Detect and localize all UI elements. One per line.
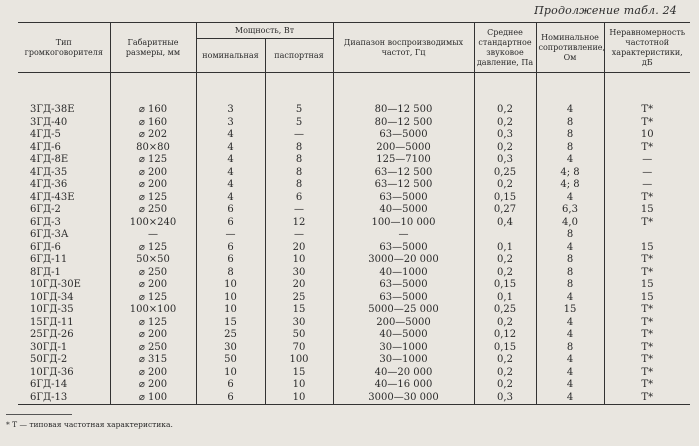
cell-sound-pressure: [474, 229, 536, 241]
cell-type: 4ГД-5: [18, 129, 110, 141]
cell-dims: ⌀ 100: [110, 391, 196, 404]
table-row: [18, 241, 690, 253]
cell-power-nominal: 10: [196, 366, 265, 378]
cell-sound-pressure: 0,12: [474, 329, 536, 341]
cell-sound-pressure: 0,15: [474, 191, 536, 203]
cell-power-passport: 30: [265, 316, 333, 328]
cell-type: 10ГД-34: [18, 291, 110, 303]
table-row: [18, 366, 690, 378]
cell-dims: ⌀ 202: [110, 129, 196, 141]
table-row: [18, 179, 690, 191]
cell-power-nominal: 10: [196, 291, 265, 303]
header-frequency-range: Диапазон воспроизводимых частот, Гц: [333, 23, 474, 73]
cell-dims: ⌀ 250: [110, 266, 196, 278]
cell-frequency-range: 100—10 000: [333, 216, 474, 228]
cell-sound-pressure: 0,15: [474, 279, 536, 291]
cell-power-nominal: 4: [196, 154, 265, 166]
cell-sound-pressure: 0,3: [474, 391, 536, 404]
cell-nonuniformity: Т*: [604, 266, 690, 278]
cell-frequency-range: 80—12 500: [333, 116, 474, 128]
cell-sound-pressure: 0,2: [474, 141, 536, 153]
cell-type: 25ГД-26: [18, 329, 110, 341]
cell-impedance: 8: [536, 266, 604, 278]
cell-power-nominal: 8: [196, 266, 265, 278]
cell-power-nominal: 4: [196, 129, 265, 141]
cell-impedance: 4; 8: [536, 179, 604, 191]
cell-frequency-range: 40—5000: [333, 204, 474, 216]
cell-nonuniformity: Т*: [604, 316, 690, 328]
cell-dims: ⌀ 125: [110, 191, 196, 203]
cell-sound-pressure: 0,1: [474, 291, 536, 303]
cell-power-passport: 100: [265, 354, 333, 366]
cell-dims: ⌀ 200: [110, 279, 196, 291]
cell-nonuniformity: Т*: [604, 366, 690, 378]
cell-frequency-range: 3000—20 000: [333, 254, 474, 266]
table-row: [18, 141, 690, 153]
cell-nonuniformity: —: [604, 154, 690, 166]
cell-impedance: 8: [536, 141, 604, 153]
cell-nonuniformity: 10: [604, 129, 690, 141]
cell-frequency-range: 200—5000: [333, 316, 474, 328]
cell-nonuniformity: —: [604, 179, 690, 191]
cell-sound-pressure: 0,2: [474, 379, 536, 391]
cell-impedance: 8: [536, 116, 604, 128]
table-row: [18, 229, 690, 241]
cell-nonuniformity: Т*: [604, 116, 690, 128]
header-power-nominal: номинальная: [196, 39, 265, 73]
cell-impedance: 8: [536, 254, 604, 266]
cell-power-passport: 20: [265, 279, 333, 291]
cell-sound-pressure: 0,3: [474, 129, 536, 141]
cell-type: 4ГД-43Е: [18, 191, 110, 203]
cell-type: 50ГД-2: [18, 354, 110, 366]
cell-frequency-range: 40—16 000: [333, 379, 474, 391]
cell-sound-pressure: 0,2: [474, 179, 536, 191]
cell-nonuniformity: 15: [604, 204, 690, 216]
cell-frequency-range: 63—5000: [333, 291, 474, 303]
cell-sound-pressure: 0,2: [474, 366, 536, 378]
table-row: [18, 254, 690, 266]
speaker-spec-table: [18, 22, 690, 405]
cell-power-passport: 25: [265, 291, 333, 303]
cell-nonuniformity: —: [604, 166, 690, 178]
cell-power-nominal: 50: [196, 354, 265, 366]
cell-power-passport: 12: [265, 216, 333, 228]
table-row: [18, 316, 690, 328]
cell-nonuniformity: Т*: [604, 141, 690, 153]
cell-dims: ⌀ 125: [110, 291, 196, 303]
table-row: [18, 216, 690, 228]
table-row: [18, 291, 690, 303]
cell-impedance: 4,0: [536, 216, 604, 228]
cell-power-nominal: 15: [196, 316, 265, 328]
cell-sound-pressure: 0,27: [474, 204, 536, 216]
cell-frequency-range: 40—5000: [333, 329, 474, 341]
cell-power-passport: 10: [265, 254, 333, 266]
cell-dims: ⌀ 200: [110, 379, 196, 391]
cell-frequency-range: 30—1000: [333, 341, 474, 353]
cell-nonuniformity: Т*: [604, 391, 690, 404]
cell-sound-pressure: 0,1: [474, 241, 536, 253]
cell-dims: ⌀ 200: [110, 166, 196, 178]
cell-nonuniformity: Т*: [604, 341, 690, 353]
cell-power-passport: 5: [265, 116, 333, 128]
cell-frequency-range: 30—1000: [333, 354, 474, 366]
cell-type: 6ГД-11: [18, 254, 110, 266]
cell-dims: ⌀ 125: [110, 154, 196, 166]
cell-dims: ⌀ 160: [110, 116, 196, 128]
cell-dims: ⌀ 200: [110, 329, 196, 341]
cell-power-nominal: 4: [196, 179, 265, 191]
cell-frequency-range: 3000—30 000: [333, 391, 474, 404]
table-row: [18, 116, 690, 128]
table-row: [18, 191, 690, 203]
cell-type: 4ГД-6: [18, 141, 110, 153]
cell-impedance: 4: [536, 354, 604, 366]
cell-sound-pressure: 0,4: [474, 216, 536, 228]
cell-frequency-range: 63—5000: [333, 191, 474, 203]
table-row: [18, 329, 690, 341]
cell-sound-pressure: 0,2: [474, 116, 536, 128]
header-impedance: Номинальное сопротивление, Ом: [536, 23, 604, 73]
cell-type: 10ГД-36: [18, 366, 110, 378]
continuation-label: Продолжение табл. 24: [534, 4, 677, 17]
cell-power-nominal: 3: [196, 116, 265, 128]
table-row: [18, 166, 690, 178]
table-row: [18, 354, 690, 366]
cell-frequency-range: 80—12 500: [333, 104, 474, 116]
cell-frequency-range: 5000—25 000: [333, 304, 474, 316]
cell-frequency-range: 125—7100: [333, 154, 474, 166]
cell-impedance: 4: [536, 329, 604, 341]
footnote-rule: [6, 414, 72, 415]
cell-power-passport: —: [265, 129, 333, 141]
cell-power-nominal: 4: [196, 141, 265, 153]
cell-power-passport: 10: [265, 391, 333, 404]
cell-type: 6ГД-6: [18, 241, 110, 253]
cell-dims: 100×100: [110, 304, 196, 316]
cell-frequency-range: —: [333, 229, 474, 241]
cell-type: 10ГД-35: [18, 304, 110, 316]
cell-type: 10ГД-30Е: [18, 279, 110, 291]
table-row: [18, 304, 690, 316]
cell-impedance: 8: [536, 279, 604, 291]
cell-power-nominal: 6: [196, 379, 265, 391]
cell-nonuniformity: Т*: [604, 104, 690, 116]
cell-power-nominal: 4: [196, 166, 265, 178]
table-row: [18, 391, 690, 404]
cell-nonuniformity: 15: [604, 291, 690, 303]
cell-power-nominal: 6: [196, 241, 265, 253]
cell-impedance: 4: [536, 366, 604, 378]
cell-type: 4ГД-8Е: [18, 154, 110, 166]
cell-sound-pressure: 0,2: [474, 354, 536, 366]
cell-power-passport: —: [265, 229, 333, 241]
cell-nonuniformity: Т*: [604, 379, 690, 391]
cell-power-passport: 10: [265, 379, 333, 391]
cell-impedance: 4: [536, 291, 604, 303]
cell-type: 6ГД-13: [18, 391, 110, 404]
cell-power-passport: 15: [265, 366, 333, 378]
cell-nonuniformity: Т*: [604, 254, 690, 266]
cell-power-passport: 20: [265, 241, 333, 253]
cell-sound-pressure: 0,3: [474, 154, 536, 166]
cell-impedance: 4: [536, 104, 604, 116]
cell-impedance: 4: [536, 241, 604, 253]
cell-type: 4ГД-35: [18, 166, 110, 178]
header-nonuniformity: Неравномерность частотной характеристики, дБ: [604, 23, 690, 73]
cell-dims: ⌀ 160: [110, 104, 196, 116]
cell-power-nominal: 4: [196, 191, 265, 203]
cell-nonuniformity: Т*: [604, 329, 690, 341]
cell-type: 3ГД-40: [18, 116, 110, 128]
table-row: [18, 129, 690, 141]
cell-power-nominal: 6: [196, 216, 265, 228]
cell-power-nominal: 10: [196, 279, 265, 291]
cell-power-passport: 6: [265, 191, 333, 203]
cell-power-passport: 15: [265, 304, 333, 316]
cell-type: 4ГД-36: [18, 179, 110, 191]
cell-impedance: 8: [536, 129, 604, 141]
cell-impedance: 4: [536, 154, 604, 166]
table-row: [18, 379, 690, 391]
table-row: [18, 104, 690, 116]
cell-power-nominal: —: [196, 229, 265, 241]
cell-sound-pressure: 0,2: [474, 254, 536, 266]
cell-frequency-range: 40—1000: [333, 266, 474, 278]
header-sound-pressure: Среднее стандартное звуковое давление, Па: [474, 23, 536, 73]
cell-frequency-range: 63—12 500: [333, 166, 474, 178]
cell-impedance: 6,3: [536, 204, 604, 216]
cell-dims: 80×80: [110, 141, 196, 153]
cell-type: 15ГД-11: [18, 316, 110, 328]
cell-impedance: 8: [536, 229, 604, 241]
cell-power-passport: 70: [265, 341, 333, 353]
cell-type: 6ГД-3: [18, 216, 110, 228]
table-row: [18, 154, 690, 166]
cell-sound-pressure: 0,2: [474, 316, 536, 328]
cell-dims: ⌀ 200: [110, 366, 196, 378]
header-dims: Габаритные размеры, мм: [110, 23, 196, 73]
cell-dims: ⌀ 125: [110, 241, 196, 253]
cell-power-nominal: 25: [196, 329, 265, 341]
cell-type: 30ГД-1: [18, 341, 110, 353]
cell-power-nominal: 30: [196, 341, 265, 353]
cell-power-nominal: 6: [196, 254, 265, 266]
cell-frequency-range: 40—20 000: [333, 366, 474, 378]
cell-nonuniformity: 15: [604, 279, 690, 291]
cell-frequency-range: 63—5000: [333, 241, 474, 253]
cell-power-passport: 50: [265, 329, 333, 341]
cell-dims: ⌀ 250: [110, 341, 196, 353]
header-power: Мощность, Вт: [196, 23, 333, 39]
cell-type: 6ГД-14: [18, 379, 110, 391]
cell-power-passport: 30: [265, 266, 333, 278]
cell-power-passport: 8: [265, 154, 333, 166]
cell-power-nominal: 6: [196, 204, 265, 216]
cell-sound-pressure: 0,25: [474, 166, 536, 178]
cell-power-passport: 8: [265, 166, 333, 178]
cell-impedance: 4: [536, 391, 604, 404]
cell-dims: ⌀ 125: [110, 316, 196, 328]
cell-power-passport: 8: [265, 141, 333, 153]
footnote: * Т — типовая частотная характеристика.: [6, 420, 173, 429]
cell-dims: —: [110, 229, 196, 241]
cell-impedance: 4: [536, 191, 604, 203]
table-row: [18, 279, 690, 291]
cell-dims: ⌀ 200: [110, 179, 196, 191]
cell-sound-pressure: 0,25: [474, 304, 536, 316]
cell-sound-pressure: 0,2: [474, 104, 536, 116]
cell-frequency-range: 63—12 500: [333, 179, 474, 191]
cell-dims: 50×50: [110, 254, 196, 266]
cell-nonuniformity: Т*: [604, 354, 690, 366]
cell-type: 6ГД-2: [18, 204, 110, 216]
cell-impedance: 4; 8: [536, 166, 604, 178]
cell-impedance: 4: [536, 379, 604, 391]
cell-frequency-range: 200—5000: [333, 141, 474, 153]
cell-power-nominal: 6: [196, 391, 265, 404]
header-power-passport: паспортная: [265, 39, 333, 73]
table-row: [18, 266, 690, 278]
cell-dims: 100×240: [110, 216, 196, 228]
cell-sound-pressure: 0,15: [474, 341, 536, 353]
cell-nonuniformity: Т*: [604, 216, 690, 228]
cell-power-nominal: 3: [196, 104, 265, 116]
table-row: [18, 204, 690, 216]
cell-frequency-range: 63—5000: [333, 279, 474, 291]
cell-impedance: 8: [536, 341, 604, 353]
table-row: [18, 341, 690, 353]
cell-nonuniformity: Т*: [604, 191, 690, 203]
cell-power-passport: 5: [265, 104, 333, 116]
cell-power-passport: 8: [265, 179, 333, 191]
cell-type: 8ГД-1: [18, 266, 110, 278]
header-type: Тип громкоговорителя: [18, 23, 110, 73]
cell-nonuniformity: Т*: [604, 304, 690, 316]
cell-dims: ⌀ 250: [110, 204, 196, 216]
cell-frequency-range: 63—5000: [333, 129, 474, 141]
cell-nonuniformity: [604, 229, 690, 241]
cell-impedance: 15: [536, 304, 604, 316]
cell-impedance: 4: [536, 316, 604, 328]
cell-power-passport: —: [265, 204, 333, 216]
cell-type: 3ГД-38Е: [18, 104, 110, 116]
cell-nonuniformity: 15: [604, 241, 690, 253]
cell-dims: ⌀ 315: [110, 354, 196, 366]
cell-type: 6ГД-3А: [18, 229, 110, 241]
cell-sound-pressure: 0,2: [474, 266, 536, 278]
cell-power-nominal: 10: [196, 304, 265, 316]
